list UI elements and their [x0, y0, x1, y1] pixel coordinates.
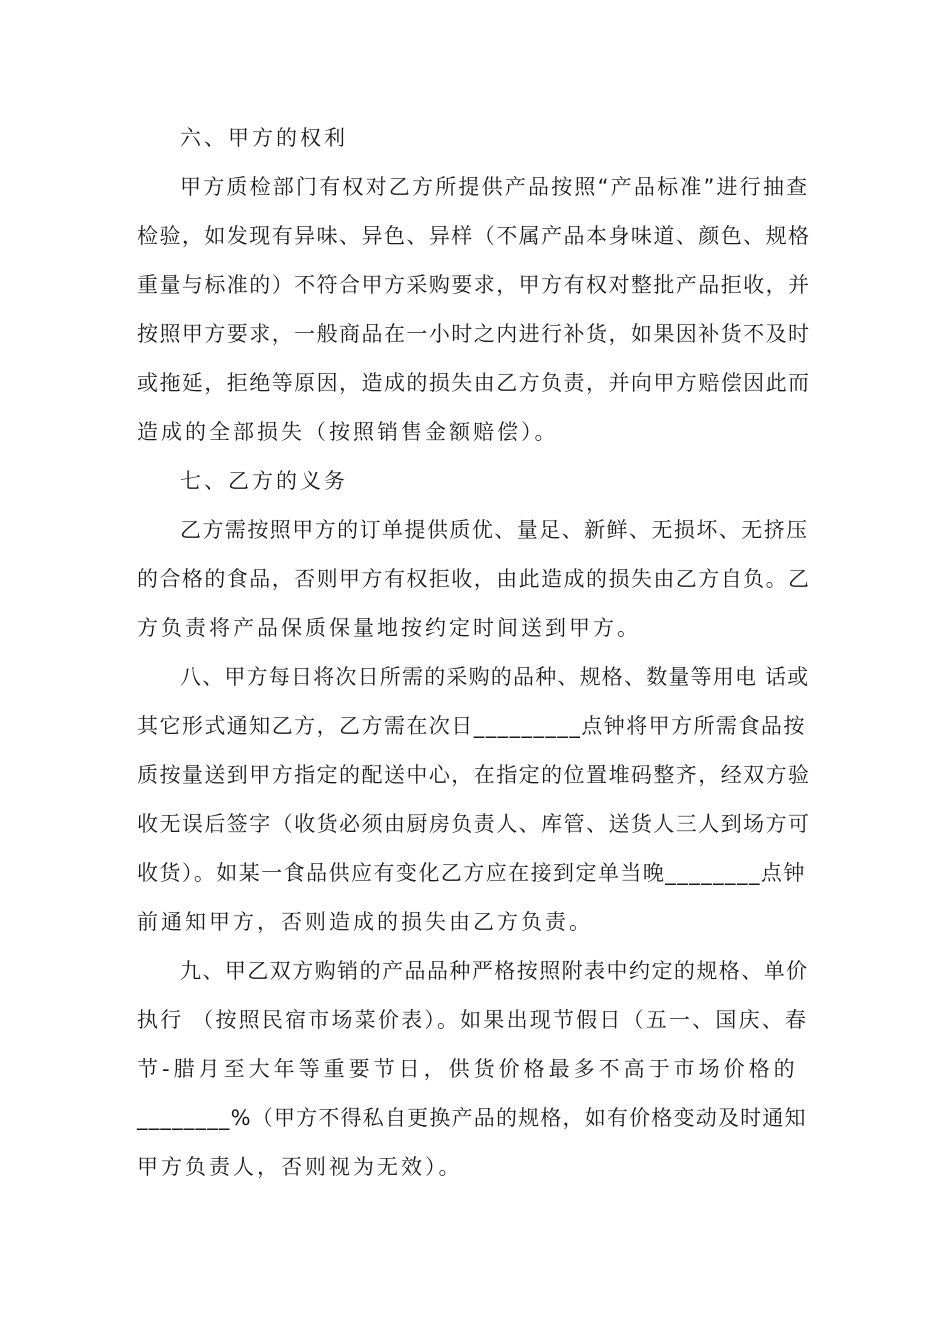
paragraph-line: 检验，如发现有异味、异色、异样（不属产品本身味道、颜色、规格	[137, 224, 811, 248]
section-heading-six: 六、甲方的权利	[180, 126, 348, 150]
section-heading-eight: 八、甲方每日将次日所需的采购的品种、规格、数量等用电 话或	[180, 665, 810, 689]
paragraph-line: ________%（甲方不得私自更换产品的规格，如有价格变动及时通知	[137, 1106, 807, 1130]
paragraph-line: 收货）。如某一食品供应有变化乙方应在接到定单当晚________点钟	[137, 861, 806, 885]
paragraph-line: 造成的全部损失（按照销售金额赔偿）。	[137, 420, 559, 444]
paragraph-line: 乙方需按照甲方的订单提供质优、量足、新鲜、无损坏、无挤压	[180, 518, 809, 542]
paragraph-line: 执行 （按照民宿市场菜价表）。如果出现节假日（五一、国庆、春	[137, 1008, 809, 1032]
paragraph-line: 重量与标准的）不符合甲方采购要求，甲方有权对整批产品拒收，并	[137, 273, 811, 297]
paragraph-line: 节-腊月至大年等重要节日，供货价格最多不高于市场价格的	[137, 1057, 799, 1081]
paragraph-line: 的合格的食品，否则甲方有权拒收，由此造成的损失由乙方自负。乙	[137, 567, 811, 591]
document-body	[137, 114, 813, 1192]
section-heading-nine: 九、甲乙双方购销的产品品种严格按照附表中约定的规格、单价	[180, 959, 809, 983]
paragraph-line: 质按量送到甲方指定的配送中心，在指定的位置堆码整齐，经双方验	[137, 763, 811, 787]
paragraph-line: 收无误后签字（收货必须由厨房负责人、库管、送货人三人到场方可	[137, 812, 811, 836]
paragraph-line: 甲方质检部门有权对乙方所提供产品按照“产品标准”进行抽查	[180, 175, 810, 199]
paragraph-line: 或拖延，拒绝等原因，造成的损失由乙方负责，并向甲方赔偿因此而	[137, 371, 811, 395]
paragraph-line: 前通知甲方，否则造成的损失由乙方负责。	[137, 910, 593, 934]
paragraph-line: 按照甲方要求，一般商品在一小时之内进行补货，如果因补货不及时	[137, 322, 811, 346]
paragraph-line: 方负责将产品保质保量地按约定时间送到甲方。	[137, 616, 641, 640]
section-heading-seven: 七、乙方的义务	[180, 469, 348, 493]
paragraph-line: 其它形式通知乙方，乙方需在次日_________点钟将甲方所需食品按	[137, 714, 806, 738]
paragraph-line: 甲方负责人，否则视为无效）。	[137, 1155, 463, 1179]
